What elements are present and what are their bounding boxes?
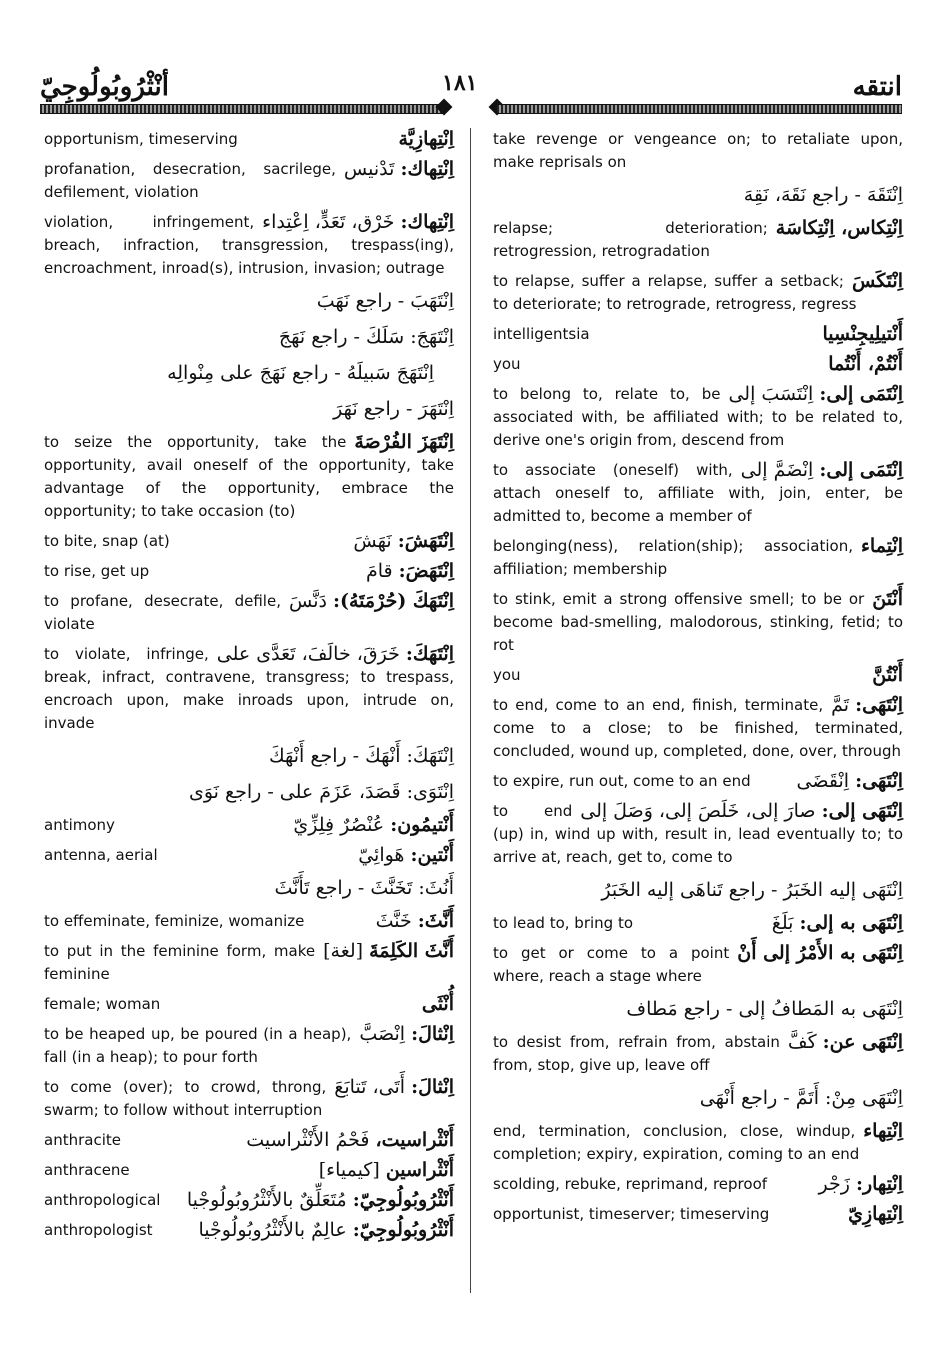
cross-reference: اِنْتَقَهَ - راجع نَقَهَ، نَقِهَ bbox=[743, 184, 903, 206]
cross-reference: أَنُثَ: تَخَنَّثَ - راجع تَأَنَّثَ bbox=[274, 877, 454, 899]
arabic-synonym: تَدْنيس bbox=[343, 158, 401, 180]
english-definition: to profane, desecrate, defile, violate bbox=[44, 592, 281, 633]
arabic-synonym: نَهَشَ bbox=[353, 530, 398, 552]
arabic-synonym: هَوائِيّ bbox=[358, 844, 411, 866]
dictionary-entry bbox=[493, 353, 903, 376]
arabic-synonym: خَنَّثَ bbox=[375, 910, 418, 932]
dictionary-entry bbox=[44, 643, 454, 735]
cross-reference: اِنْتَهَجَ سَبيلَهُ - راجع نَهَجَ على مِنْوالِه bbox=[167, 362, 434, 384]
english-definition: opportunism, timeserving bbox=[44, 130, 238, 148]
dictionary-entry bbox=[493, 664, 903, 687]
arabic-headword: اِنْتِهاء bbox=[863, 1120, 903, 1142]
dictionary-entry bbox=[493, 128, 903, 174]
arabic-headword: أَنَّثَ: خَنَّثَ bbox=[375, 910, 454, 932]
arabic-headword: اِنْتَكَسَ bbox=[851, 270, 903, 292]
english-definition: to end (up) in, wind up with, result in, lead eventually to; to arrive at, reach, get to, come to bbox=[493, 802, 903, 866]
english-definition: to stink, emit a strong offensive smell; to be or become bad-smelling, malodorous, stinking, fetid; to rot bbox=[493, 590, 903, 654]
left-column bbox=[44, 128, 454, 1249]
arabic-synonym: خَرْق، تَعَدٍّ، اِعْتِداء bbox=[262, 211, 401, 233]
dictionary-entry bbox=[44, 844, 454, 867]
dictionary-entry bbox=[44, 560, 454, 583]
arabic-headword: اِنْتِهازِيّ bbox=[848, 1203, 903, 1225]
arabic-headword: اِنْثالَ: أَتَى، تَتابَعَ bbox=[334, 1076, 454, 1098]
english-definition: to be heaped up, be poured (in a heap), fall (in a heap); to pour forth bbox=[44, 1025, 352, 1066]
english-definition: to rise, get up bbox=[44, 562, 150, 580]
dictionary-entry bbox=[44, 993, 454, 1016]
arabic-headword: أَنْثْرُوبُولُوجِيّ: عالِمٌ بالأَنْثْرُوبُولُوجْيا bbox=[198, 1219, 454, 1241]
arabic-headword: أَنْتُنَّ bbox=[872, 664, 903, 686]
arabic-headword: اِنْتَهَشَ: نَهَشَ bbox=[353, 530, 454, 552]
arabic-headword: أَنْتين: هَوائِيّ bbox=[358, 844, 454, 866]
cross-reference: اِنْتَهَبَ - راجع نَهَبَ bbox=[316, 290, 454, 312]
arabic-headword: اِنْتَهَزَ الفُرْصَةَ bbox=[354, 431, 454, 453]
dictionary-entry bbox=[44, 211, 454, 280]
english-definition: anthropologist bbox=[44, 1221, 153, 1239]
arabic-headword: اِنْتَهَى عن: كَفَّ bbox=[787, 1031, 903, 1053]
english-definition: antimony bbox=[44, 816, 115, 834]
arabic-synonym: عالِمٌ بالأَنْثْرُوبُولُوجْيا bbox=[198, 1219, 353, 1241]
dictionary-entry bbox=[44, 1129, 454, 1152]
arabic-synonym: خَرَقَ، خالَفَ، تَعَدَّى على bbox=[216, 643, 406, 665]
arabic-synonym: أَتَى، تَتابَعَ bbox=[334, 1076, 412, 1098]
arabic-headword: اِنْتَهَى به إلى: بَلَغَ bbox=[771, 912, 903, 934]
arabic-synonym: كَفَّ bbox=[787, 1031, 823, 1053]
dictionary-entry bbox=[493, 383, 903, 452]
english-definition: female; woman bbox=[44, 995, 161, 1013]
english-definition: to come (over); to crowd, throng, swarm; to follow without interruption bbox=[44, 1078, 327, 1119]
english-definition: you bbox=[493, 666, 521, 684]
arabic-headword: اِنْتَهَضَ: قامَ bbox=[365, 560, 454, 582]
arabic-synonym: صارَ إلى، خَلَصَ إلى، وَصَلَ إلى bbox=[580, 800, 822, 822]
header-rule-left bbox=[40, 104, 445, 114]
arabic-synonym: اِنْضَمَّ إلى bbox=[740, 459, 820, 481]
dictionary-entry bbox=[493, 588, 903, 657]
dictionary-entry bbox=[44, 158, 454, 204]
english-definition: to get or come to a point where, reach a stage where bbox=[493, 944, 730, 985]
dictionary-entry bbox=[44, 1076, 454, 1122]
arabic-headword: أَنْتيمُون: عُنْصُرٌ فِلِزِّيّ bbox=[293, 814, 454, 836]
english-definition: anthracene bbox=[44, 1161, 130, 1179]
english-definition: to bite, snap (at) bbox=[44, 532, 170, 550]
english-definition: to associate (oneself) with, attach oneself to, affiliate with, join, enter, be admitted to, become a member of bbox=[493, 461, 903, 525]
dictionary-entry bbox=[44, 431, 454, 523]
arabic-headword: اِنْتَهَكَ: خَرَقَ، خالَفَ، تَعَدَّى على bbox=[216, 643, 454, 665]
arabic-headword: أَنْتُمْ، أَنْتُما bbox=[828, 353, 903, 375]
dictionary-entry bbox=[493, 535, 903, 581]
arabic-synonym: مُتَعَلِّقٌ بالأَنْثْرُوبُولُوجْيا bbox=[186, 1189, 353, 1211]
english-definition: to expire, run out, come to an end bbox=[493, 772, 751, 790]
arabic-headword: اِنْتِماء bbox=[860, 535, 903, 557]
english-definition: violation, infringement, breach, infraction, transgression, trespass(ing), encroachment, inroad(s), intrusion, invasion; outrage bbox=[44, 213, 454, 277]
dictionary-entry bbox=[493, 942, 903, 988]
dictionary-entry bbox=[493, 270, 903, 316]
cross-reference: اِنْتَهَى مِنْ: أَتَمَّ - راجع أَنْهَى bbox=[699, 1087, 903, 1109]
cross-reference: اِنْتَهَكَ: أَنْهَكَ - راجع أَنْهَكَ bbox=[268, 745, 454, 767]
arabic-headword: اِنْتَهَى: تَمَّ bbox=[831, 694, 903, 716]
arabic-headword: اِنْتِهازِيَّة bbox=[398, 128, 454, 150]
dictionary-entry bbox=[44, 814, 454, 837]
dictionary-entry bbox=[493, 459, 903, 528]
arabic-synonym: [كيمياء] bbox=[318, 1159, 386, 1181]
english-definition: to put in the feminine form, make feminine bbox=[44, 942, 316, 983]
english-definition: profanation, desecration, sacrilege, defilement, violation bbox=[44, 160, 336, 201]
dictionary-entry bbox=[493, 323, 903, 346]
dictionary-entry bbox=[493, 1120, 903, 1166]
arabic-headword: اِنْتَمَى إلى: اِنْضَمَّ إلى bbox=[740, 459, 903, 481]
arabic-headword: أَنْثْرُوبُولُوجِيّ: مُتَعَلِّقٌ بالأَنْثْرُوبُولُوجْيا bbox=[186, 1189, 454, 1211]
arabic-headword: اِنْتَهَى إلى: صارَ إلى، خَلَصَ إلى، وَصَلَ إلى bbox=[580, 800, 903, 822]
arabic-synonym: قامَ bbox=[365, 560, 399, 582]
dictionary-entry bbox=[44, 1159, 454, 1182]
dictionary-entry bbox=[44, 590, 454, 636]
english-definition: intelligentsia bbox=[493, 325, 590, 343]
dictionary-entry bbox=[493, 770, 903, 793]
dictionary-entry bbox=[493, 1173, 903, 1196]
arabic-headword: أَنَّثَ الكَلِمَةَ [لغة] bbox=[323, 940, 454, 962]
english-definition: to seize the opportunity, take the opportunity, avail oneself of the opportunity, take advantage of the opportunity, embrace the opportunity; to take occasion (to) bbox=[44, 433, 454, 520]
dictionary-entry bbox=[44, 910, 454, 933]
dictionary-entry bbox=[44, 1219, 454, 1242]
dictionary-entry bbox=[493, 1203, 903, 1226]
english-definition: to relapse, suffer a relapse, suffer a setback; to deteriorate; to retrograde, retrogress, regress bbox=[493, 272, 857, 313]
dictionary-entry bbox=[44, 940, 454, 986]
english-definition: anthracite bbox=[44, 1131, 121, 1149]
arabic-headword: اِنْتِهاك: خَرْق، تَعَدٍّ، اِعْتِداء bbox=[262, 211, 454, 233]
english-definition: opportunist, timeserver; timeserving bbox=[493, 1205, 770, 1223]
guide-word-right: انتقه bbox=[852, 72, 902, 102]
dictionary-entry bbox=[493, 217, 903, 263]
cross-reference: اِنْتَهَجَ: سَلَكَ - راجع نَهَجَ bbox=[278, 326, 454, 348]
arabic-synonym: اِنْتَسَبَ إلى bbox=[728, 383, 820, 405]
arabic-synonym: تَمَّ bbox=[831, 694, 856, 716]
arabic-synonym: اِنْصَبَّ bbox=[359, 1023, 412, 1045]
english-definition: end, termination, conclusion, close, windup, completion; expiry, expiration, coming to an end bbox=[493, 1122, 860, 1163]
english-definition: belonging(ness), relation(ship); association, affiliation; membership bbox=[493, 537, 853, 578]
arabic-headword: أَنْتَنَ bbox=[872, 588, 903, 610]
arabic-headword: اِنْثالَ: اِنْصَبَّ bbox=[359, 1023, 454, 1045]
arabic-headword: أَنْثْراسيت، فَحْمُ الأَنْثْراسيت bbox=[246, 1129, 454, 1151]
arabic-headword: أَنْثْراسين [كيمياء] bbox=[318, 1159, 454, 1181]
english-definition: antenna, aerial bbox=[44, 846, 158, 864]
english-definition: to belong to, relate to, be associated with, be affiliated with; to be related to, derive one's origin from, descend from bbox=[493, 385, 903, 449]
arabic-synonym: زَجْر bbox=[818, 1173, 856, 1195]
cross-reference: اِنْتَوَى: قَصَدَ، عَزَمَ على - راجع نَوَى bbox=[188, 781, 454, 803]
english-definition: to end, come to an end, finish, terminate, come to a close; to be finished, terminated, concluded, wound up, completed, done, over, through bbox=[493, 696, 903, 760]
english-definition: to effeminate, feminize, womanize bbox=[44, 912, 305, 930]
arabic-headword: أُنْثَى bbox=[421, 993, 454, 1015]
dictionary-entry bbox=[44, 530, 454, 553]
arabic-headword: اِنْتَهَكَ (حُرْمَتَهُ): دَنَّسَ bbox=[288, 590, 454, 612]
page-number: ١٨١ bbox=[442, 70, 478, 96]
dictionary-entry bbox=[493, 912, 903, 935]
arabic-synonym: دَنَّسَ bbox=[288, 590, 333, 612]
dictionary-entry bbox=[44, 1023, 454, 1069]
arabic-synonym: بَلَغَ bbox=[771, 912, 800, 934]
arabic-headword: اِنْتِهاك: تَدْنيس bbox=[343, 158, 454, 180]
arabic-headword: اِنْتِكاس، اِنْتِكاسَة bbox=[775, 217, 903, 239]
dictionary-entry bbox=[493, 694, 903, 763]
page-header bbox=[0, 60, 942, 120]
arabic-synonym: عُنْصُرٌ فِلِزِّيّ bbox=[293, 814, 391, 836]
english-definition: relapse; deterioration; retrogression, retrogradation bbox=[493, 219, 768, 260]
cross-reference: اِنْتَهَى إليه الخَبَرُ - راجع تَناهَى إليه الخَبَرُ bbox=[601, 879, 903, 901]
dictionary-entry bbox=[493, 1031, 903, 1077]
arabic-headword: اِنْتَهَى به الأَمْرُ إلى أَنْ bbox=[737, 942, 903, 964]
arabic-synonym: [لغة] bbox=[323, 940, 370, 962]
header-rule-right bbox=[497, 104, 902, 114]
guide-word-left: أنْثْرُوبُولُوجِيّ bbox=[40, 72, 169, 102]
english-definition: to desist from, refrain from, abstain from, stop, give up, leave off bbox=[493, 1033, 780, 1074]
arabic-synonym: اِنْقَضَى bbox=[796, 770, 856, 792]
dictionary-entry bbox=[44, 1189, 454, 1212]
dictionary-entry bbox=[44, 128, 454, 151]
english-definition: take revenge or vengeance on; to retaliate upon, make reprisals on bbox=[493, 130, 903, 171]
arabic-synonym: فَحْمُ الأَنْثْراسيت bbox=[246, 1129, 376, 1151]
arabic-headword: اِنْتِهار: زَجْر bbox=[818, 1173, 903, 1195]
cross-reference: اِنْتَهَرَ - راجع نَهَرَ bbox=[333, 398, 454, 420]
arabic-headword: أَنْتيلِيجِنْسِيا bbox=[822, 323, 903, 345]
english-definition: scolding, rebuke, reprimand, reproof bbox=[493, 1175, 768, 1193]
arabic-headword: اِنْتَهَى: اِنْقَضَى bbox=[796, 770, 903, 792]
arabic-headword: اِنْتَمَى إلى: اِنْتَسَبَ إلى bbox=[728, 383, 903, 405]
english-definition: to violate, infringe, break, infract, contravene, transgress; to trespass, encroach upon, make inroads upon, intrude on, invade bbox=[44, 645, 454, 732]
cross-reference: اِنْتَهَى به المَطافُ إلى - راجع مَطاف bbox=[626, 998, 903, 1020]
dictionary-entry bbox=[493, 800, 903, 869]
english-definition: to lead to, bring to bbox=[493, 914, 634, 932]
right-column bbox=[493, 128, 903, 1233]
english-definition: anthropological bbox=[44, 1191, 161, 1209]
english-definition: you bbox=[493, 355, 521, 373]
column-divider bbox=[470, 128, 471, 1293]
